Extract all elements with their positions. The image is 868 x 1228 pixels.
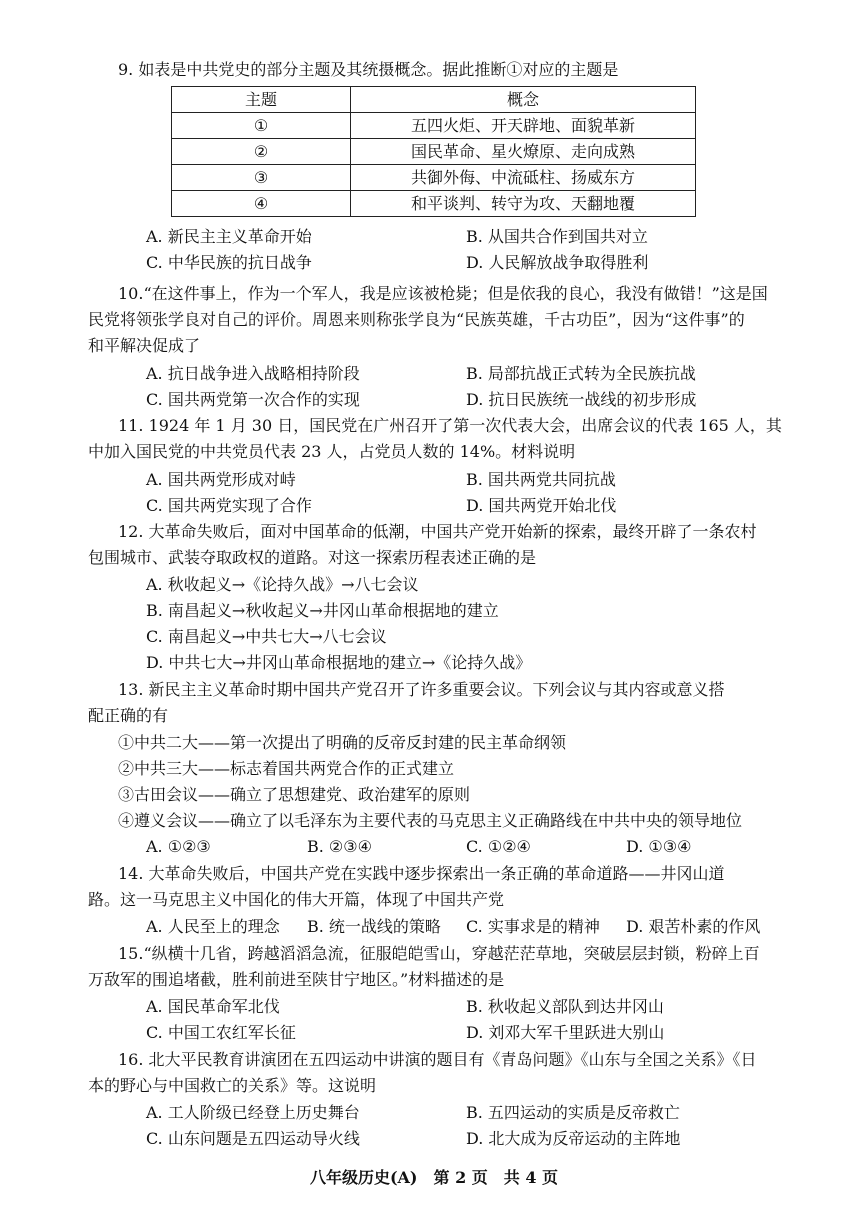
question-13-stem-line-1: 13. 新民主主义革命时期中国共产党召开了许多重要会议。下列会议与其内容或意义搭 bbox=[118, 680, 725, 699]
table-row bbox=[172, 113, 696, 139]
question-12-option-d[interactable]: D. 中共七大→井冈山革命根据地的建立→《论持久战》 bbox=[146, 653, 532, 672]
question-13-option-b[interactable]: B. ②③④ bbox=[307, 837, 372, 856]
question-16-option-d[interactable]: D. 北大成为反帝运动的主阵地 bbox=[466, 1129, 681, 1148]
question-11-option-c[interactable]: C. 国共两党实现了合作 bbox=[146, 496, 312, 515]
question-10-option-a[interactable]: A. 抗日战争进入战略相持阶段 bbox=[146, 364, 360, 383]
question-12-option-c[interactable]: C. 南昌起义→中共七大→八七会议 bbox=[146, 627, 387, 646]
question-10-option-c[interactable]: C. 国共两党第一次合作的实现 bbox=[146, 390, 360, 409]
question-10-option-d[interactable]: D. 抗日民族统一战线的初步形成 bbox=[466, 390, 697, 409]
question-16-stem-line-1: 16. 北大平民教育讲演团在五四运动中讲演的题目有《青岛问题》《山东与全国之关系》《日 bbox=[118, 1050, 757, 1069]
question-9-option-d[interactable]: D. 人民解放战争取得胜利 bbox=[466, 253, 649, 272]
question-15-stem-line-1: 15.“纵横十几省，跨越滔滔急流，征服皑皑雪山，穿越茫茫草地，突破层层封锁，粉碎上百 bbox=[118, 944, 760, 963]
question-12-stem-line-1: 12. 大革命失败后，面对中国革命的低潮，中国共产党开始新的探索，最终开辟了一条农村 bbox=[118, 522, 757, 541]
question-15-stem-line-2: 万敌军的围追堵截，胜利前进至陕甘宁地区。”材料描述的是 bbox=[88, 970, 505, 989]
table-cell: ① bbox=[172, 113, 351, 139]
table-cell: ④ bbox=[172, 191, 351, 217]
question-11-stem-line-2: 中加入国民党的中共党员代表 23 人，占党员人数的 14%。材料说明 bbox=[88, 442, 576, 461]
question-16-stem-line-2: 本的野心与中国救亡的关系》等。这说明 bbox=[88, 1076, 377, 1095]
question-13-item: ②中共三大——标志着国共两党合作的正式建立 bbox=[118, 759, 455, 778]
question-16-option-b[interactable]: B. 五四运动的实质是反帝救亡 bbox=[466, 1103, 680, 1122]
table-header-theme: 主题 bbox=[172, 87, 351, 113]
table-row bbox=[172, 191, 696, 217]
question-13-item: ③古田会议——确立了思想建党、政治建军的原则 bbox=[118, 785, 471, 804]
question-13-stem-line-2: 配正确的有 bbox=[88, 706, 169, 725]
question-12-option-b[interactable]: B. 南昌起义→秋收起义→井冈山革命根据地的建立 bbox=[146, 601, 499, 620]
question-10-stem-line-2: 民党将领张学良对自己的评价。周恩来则称张学良为“民族英雄，千古功臣”，因为“这件事”的 bbox=[88, 310, 745, 329]
table-cell: ② bbox=[172, 139, 351, 165]
question-14-option-c[interactable]: C. 实事求是的精神 bbox=[466, 917, 600, 936]
table-cell: 和平谈判、转守为攻、天翻地覆 bbox=[351, 191, 696, 217]
question-13-item: ①中共二大——第一次提出了明确的反帝反封建的民主革命纲领 bbox=[118, 733, 567, 752]
question-11-option-d[interactable]: D. 国共两党开始北伐 bbox=[466, 496, 617, 515]
question-9-table bbox=[171, 86, 696, 217]
question-15-option-b[interactable]: B. 秋收起义部队到达井冈山 bbox=[466, 997, 664, 1016]
table-row bbox=[172, 139, 696, 165]
question-11-option-a[interactable]: A. 国共两党形成对峙 bbox=[146, 470, 296, 489]
table-header-row bbox=[172, 87, 696, 113]
table-cell: 五四火炬、开天辟地、面貌革新 bbox=[351, 113, 696, 139]
table-row bbox=[172, 165, 696, 191]
question-16-option-a[interactable]: A. 工人阶级已经登上历史舞台 bbox=[146, 1103, 360, 1122]
question-9-option-a[interactable]: A. 新民主主义革命开始 bbox=[146, 227, 312, 246]
table-cell: 国民革命、星火燎原、走向成熟 bbox=[351, 139, 696, 165]
question-13-item: ④遵义会议——确立了以毛泽东为主要代表的马克思主义正确路线在中共中央的领导地位 bbox=[118, 811, 743, 830]
question-14-option-d[interactable]: D. 艰苦朴素的作风 bbox=[626, 917, 761, 936]
question-16-option-c[interactable]: C. 山东问题是五四运动导火线 bbox=[146, 1129, 360, 1148]
page-footer: 八年级历史(A) 第 2 页 共 4 页 bbox=[309, 1168, 559, 1187]
question-15-option-c[interactable]: C. 中国工农红军长征 bbox=[146, 1023, 296, 1042]
table-header-concept: 概念 bbox=[351, 87, 696, 113]
question-10-option-b[interactable]: B. 局部抗战正式转为全民族抗战 bbox=[466, 364, 696, 383]
table-cell: ③ bbox=[172, 165, 351, 191]
question-14-stem-line-1: 14. 大革命失败后，中国共产党在实践中逐步探索出一条正确的革命道路——井冈山道 bbox=[118, 864, 725, 883]
question-14-option-a[interactable]: A. 人民至上的理念 bbox=[146, 917, 280, 936]
question-10-stem-line-1: 10.“在这件事上，作为一个军人，我是应该被枪毙；但是依我的良心，我没有做错！”这是国 bbox=[118, 284, 768, 303]
question-11-option-b[interactable]: B. 国共两党共同抗战 bbox=[466, 470, 616, 489]
question-14-stem-line-2: 路。这一马克思主义中国化的伟大开篇，体现了中国共产党 bbox=[88, 890, 505, 909]
question-13-option-c[interactable]: C. ①②④ bbox=[466, 837, 531, 856]
question-13-option-d[interactable]: D. ①③④ bbox=[626, 837, 692, 856]
question-13-option-a[interactable]: A. ①②③ bbox=[146, 837, 211, 856]
question-14-option-b[interactable]: B. 统一战线的策略 bbox=[307, 917, 441, 936]
question-9-option-c[interactable]: C. 中华民族的抗日战争 bbox=[146, 253, 312, 272]
question-15-option-a[interactable]: A. 国民革命军北伐 bbox=[146, 997, 280, 1016]
question-10-stem-line-3: 和平解决促成了 bbox=[88, 336, 201, 355]
question-9-option-b[interactable]: B. 从国共合作到国共对立 bbox=[466, 227, 648, 246]
question-11-stem-line-1: 11. 1924 年 1 月 30 日，国民党在广州召开了第一次代表大会，出席会议的代表 165 人，其 bbox=[118, 416, 782, 435]
question-12-stem-line-2: 包围城市、武装夺取政权的道路。对这一探索历程表述正确的是 bbox=[88, 548, 537, 567]
table-cell: 共御外侮、中流砥柱、扬威东方 bbox=[351, 165, 696, 191]
question-9-stem: 9. 如表是中共党史的部分主题及其统摄概念。据此推断①对应的主题是 bbox=[118, 60, 619, 79]
question-15-option-d[interactable]: D. 刘邓大军千里跃进大别山 bbox=[466, 1023, 665, 1042]
question-12-option-a[interactable]: A. 秋收起义→《论持久战》→八七会议 bbox=[146, 575, 419, 594]
